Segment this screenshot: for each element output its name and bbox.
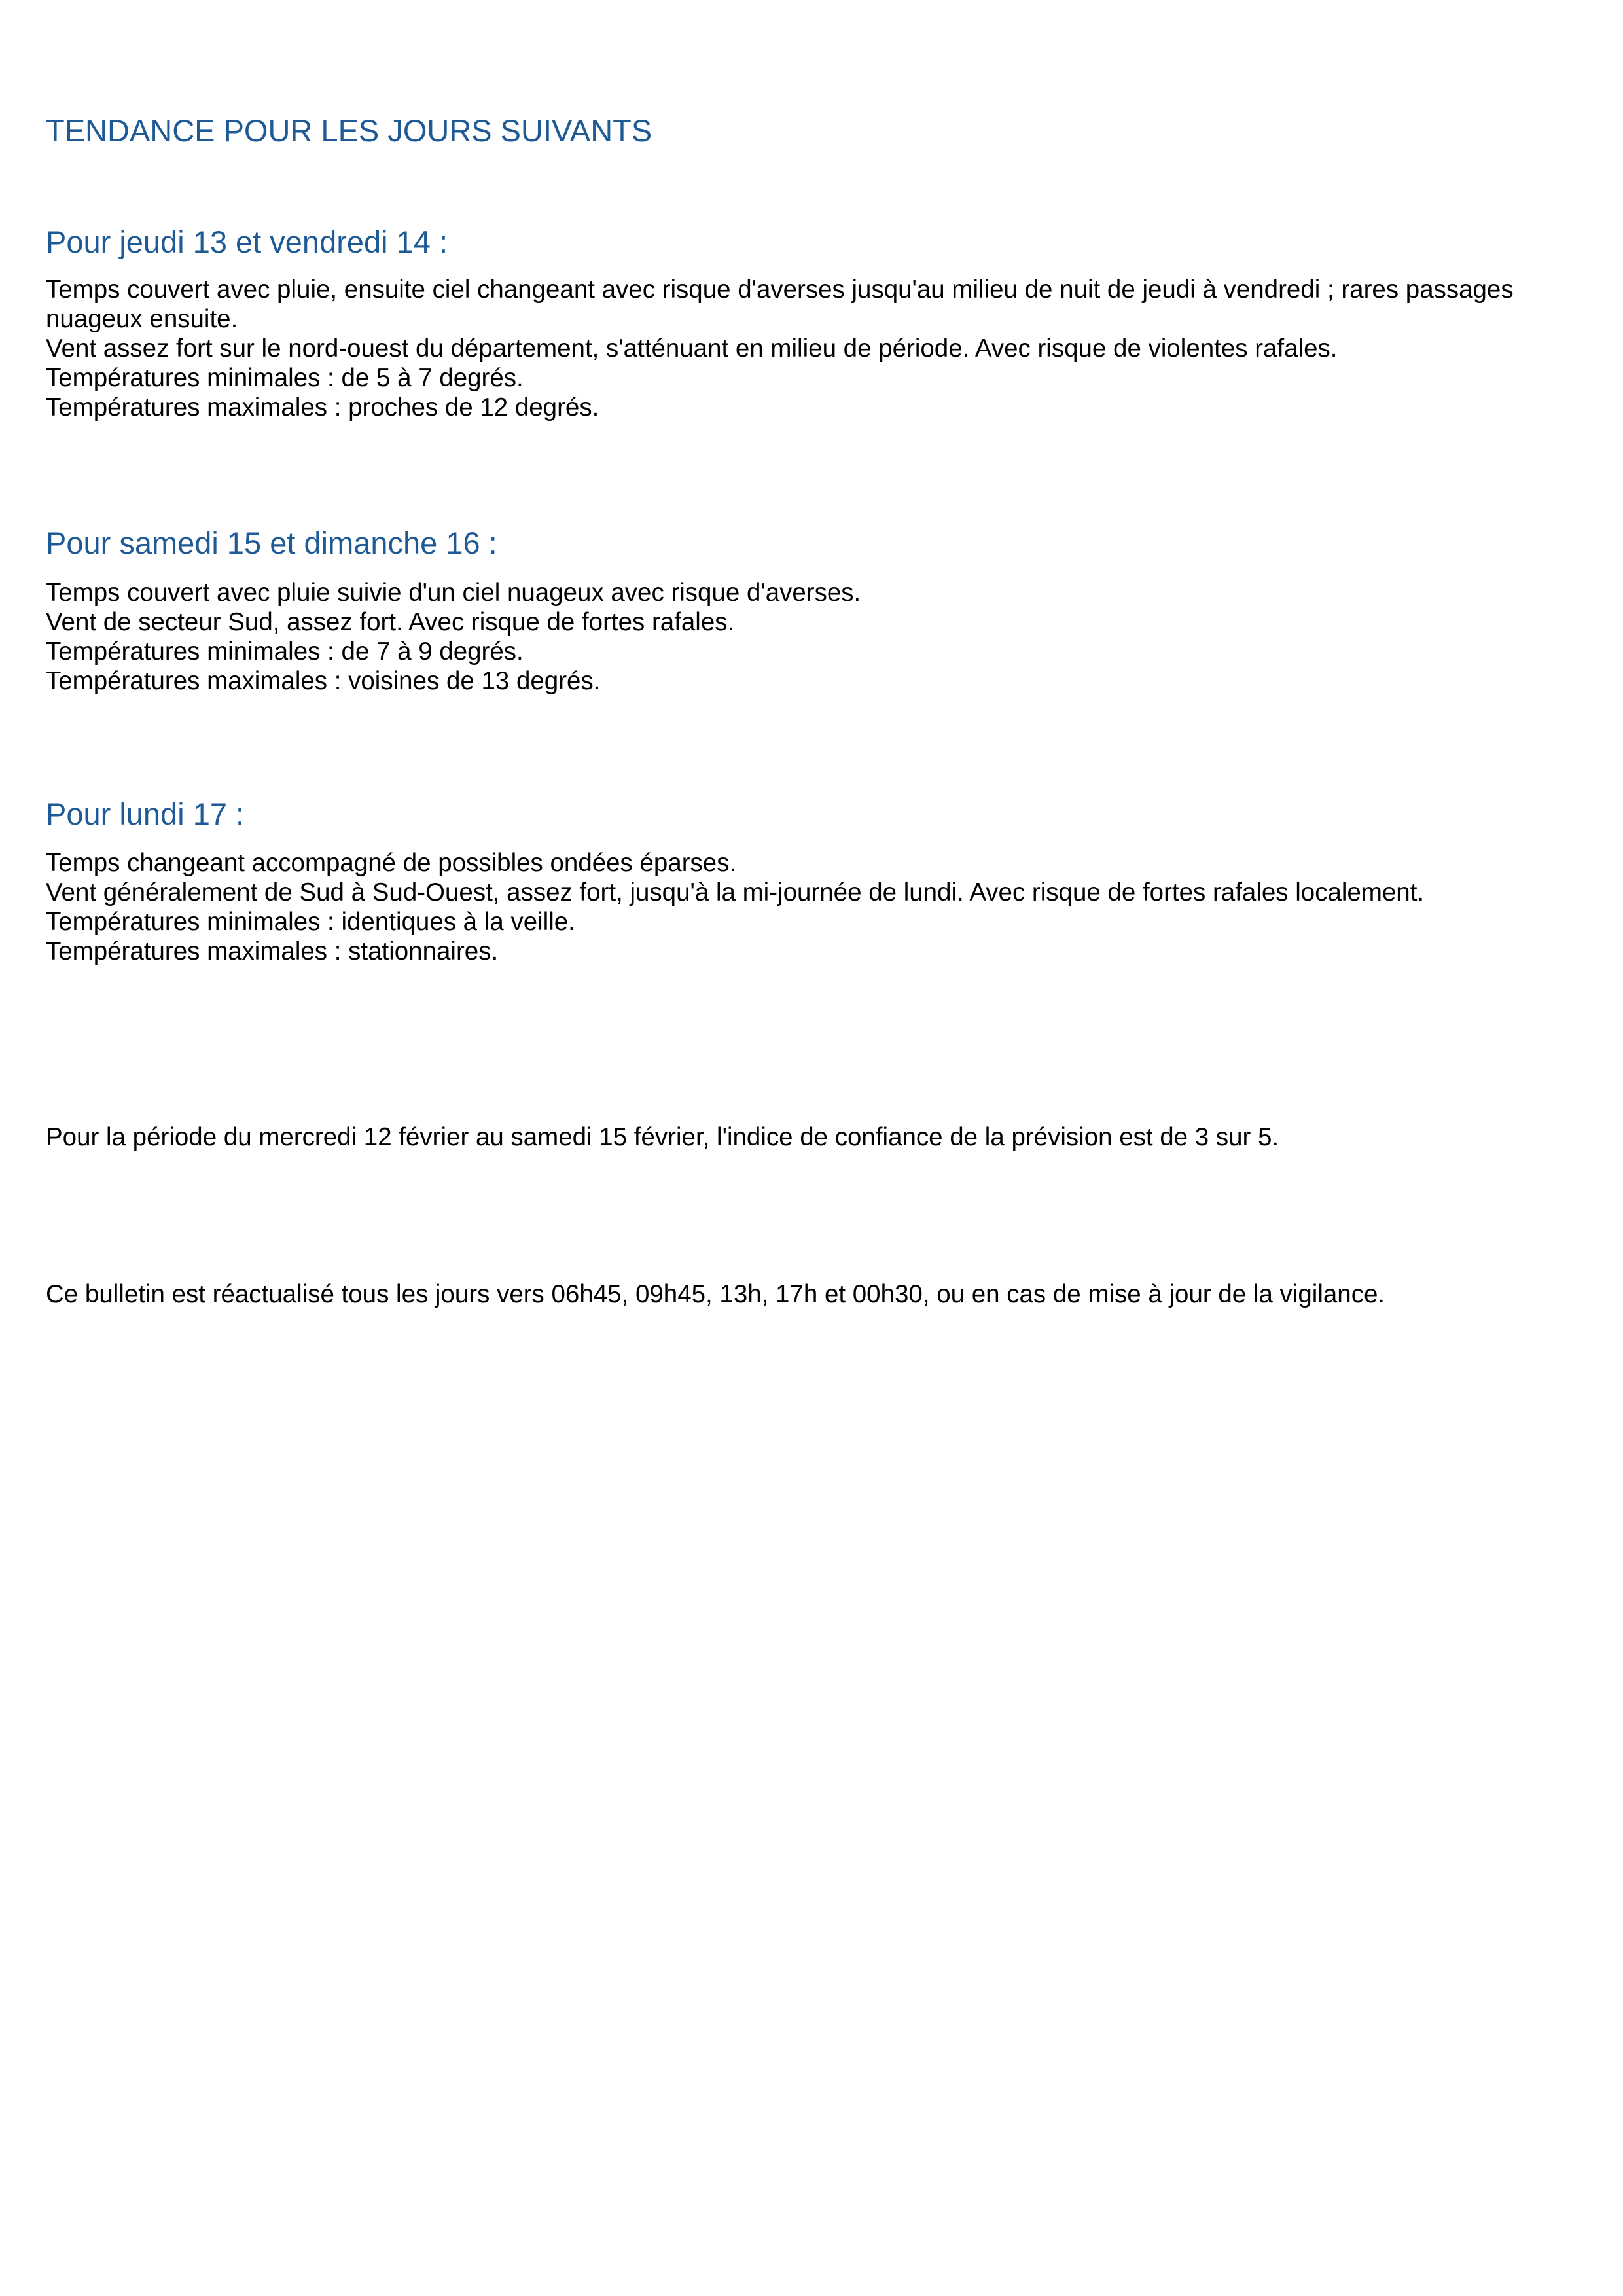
section-heading-jeudi-vendredi: Pour jeudi 13 et vendredi 14 : xyxy=(46,224,448,259)
forecast-sky: Temps couvert avec pluie suivie d'un ciel nuageux avec risque d'averses. xyxy=(46,579,861,607)
forecast-sky: Temps couvert avec pluie, ensuite ciel changeant avec risque d'averses jusqu'au milieu de nuit de jeudi à vendredi ; rares passages nuageux ensuite. xyxy=(46,276,1514,333)
forecast-sky: Temps changeant accompagné de possibles ondées éparses. xyxy=(46,849,737,877)
confidence-note: Pour la période du mercredi 12 février au samedi 15 février, l'indice de confiance de la prévision est de 3 sur 5. xyxy=(46,1123,1279,1151)
page-title: TENDANCE POUR LES JOURS SUIVANTS xyxy=(46,113,652,148)
forecast-max-temp: Températures maximales : stationnaires. xyxy=(46,937,499,965)
forecast-max-temp: Températures maximales : voisines de 13 degrés. xyxy=(46,667,601,695)
forecast-min-temp: Températures minimales : de 7 à 9 degrés. xyxy=(46,637,524,666)
section-heading-samedi-dimanche: Pour samedi 15 et dimanche 16 : xyxy=(46,526,497,560)
update-schedule-note: Ce bulletin est réactualisé tous les jours vers 06h45, 09h45, 13h, 17h et 00h30, ou en cas de mise à jour de la vigilance. xyxy=(46,1280,1385,1308)
forecast-wind: Vent de secteur Sud, assez fort. Avec risque de fortes rafales. xyxy=(46,608,735,636)
forecast-max-temp: Températures maximales : proches de 12 degrés. xyxy=(46,393,599,422)
forecast-wind: Vent assez fort sur le nord-ouest du département, s'atténuant en milieu de période. Avec risque de violentes rafales. xyxy=(46,334,1338,363)
section-body-jeudi-vendredi xyxy=(46,275,1590,422)
section-body-lundi xyxy=(46,848,1590,966)
section-heading-lundi: Pour lundi 17 : xyxy=(46,797,245,831)
forecast-min-temp: Températures minimales : identiques à la veille. xyxy=(46,908,575,936)
forecast-min-temp: Températures minimales : de 5 à 7 degrés. xyxy=(46,364,524,392)
forecast-wind: Vent généralement de Sud à Sud-Ouest, assez fort, jusqu'à la mi-journée de lundi. Avec risque de fortes rafales localement. xyxy=(46,878,1425,906)
section-body-samedi-dimanche xyxy=(46,578,1590,696)
